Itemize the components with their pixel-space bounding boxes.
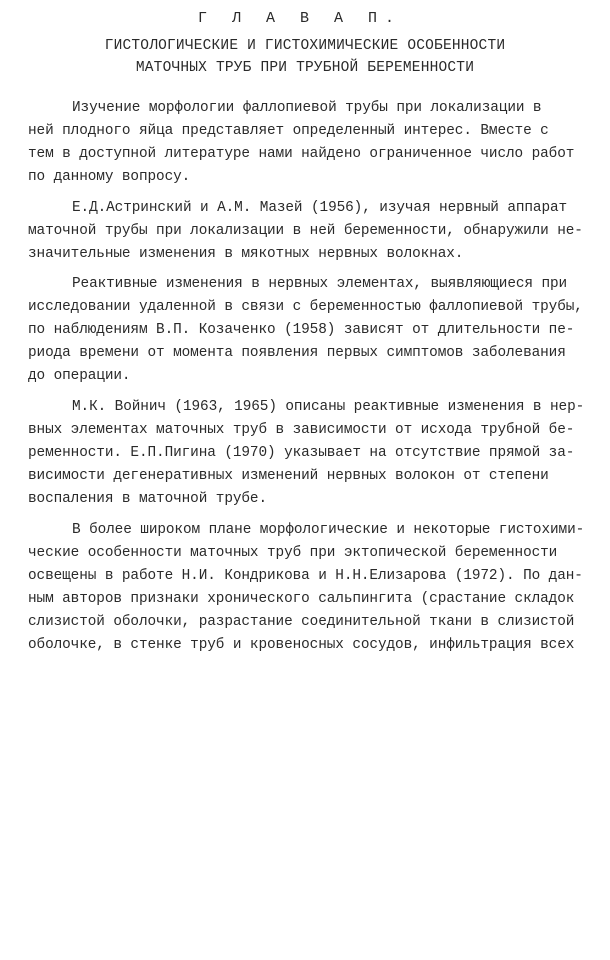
text-line: воспаления в маточной трубе. — [28, 491, 268, 507]
text-line: Е.Д.Астринский и А.М. Мазей (1956), изучая нервный аппарат — [72, 200, 568, 216]
text-line: Реактивные изменения в нервных элементах, выявляющиеся при — [72, 276, 568, 292]
chapter-title-line-2: МАТОЧНЫХ ТРУБ ПРИ ТРУБНОЙ БЕРЕМЕННОСТИ — [135, 60, 475, 76]
text-line: значительные изменения в мякотных нервных волокнах. — [28, 246, 464, 262]
text-line: вных элементах маточных труб в зависимости от исхода трубной бе- — [28, 422, 575, 438]
text-line: слизистой оболочки, разрастание соединительной ткани в слизистой — [28, 614, 575, 630]
text-line: ным авторов признаки хронического сальпингита (срастание складок — [28, 591, 575, 607]
text-line: по наблюдениям В.П. Козаченко (1958) зависят от длительности пе- — [28, 322, 575, 338]
text-line: М.К. Войнич (1963, 1965) описаны реактивные изменения в нер- — [72, 399, 585, 415]
text-line: по данному вопросу. — [28, 169, 191, 185]
text-line: ческие особенности маточных труб при эктопической беременности — [28, 545, 558, 561]
text-line: висимости дегенеративных изменений нервных волокон от степени — [28, 468, 549, 484]
text-line: тем в доступной литературе нами найдено ограниченное число работ — [28, 146, 575, 162]
text-line: исследовании удаленной в связи с беременностью фаллопиевой трубы, — [28, 299, 583, 315]
chapter-title-line-1: ГИСТОЛОГИЧЕСКИЕ И ГИСТОХИМИЧЕСКИЕ ОСОБЕННОСТИ — [104, 38, 506, 54]
text-line: риода времени от момента появления первых симптомов заболевания — [28, 345, 566, 361]
text-line: освещены в работе Н.И. Кондрикова и Н.Н.Елизарова (1972). По дан- — [28, 568, 583, 584]
text-line: В более широком плане морфологические и некоторые гистохими- — [72, 522, 585, 538]
text-line: до операции. — [28, 368, 131, 384]
text-line: ременности. Е.П.Пигина (1970) указывает на отсутствие прямой за- — [28, 445, 575, 461]
text-line: ней плодного яйца представляет определенный интерес. Вместе с — [28, 123, 549, 139]
text-line: Изучение морфологии фаллопиевой трубы при локализации в — [72, 100, 542, 116]
text-line: оболочке, в стенке труб и кровеносных сосудов, инфильтрация всех — [28, 637, 575, 653]
chapter-heading: Г Л А В А П. — [197, 10, 403, 27]
text-line: маточной трубы при локализации в ней беременности, обнаружили не- — [28, 223, 583, 239]
